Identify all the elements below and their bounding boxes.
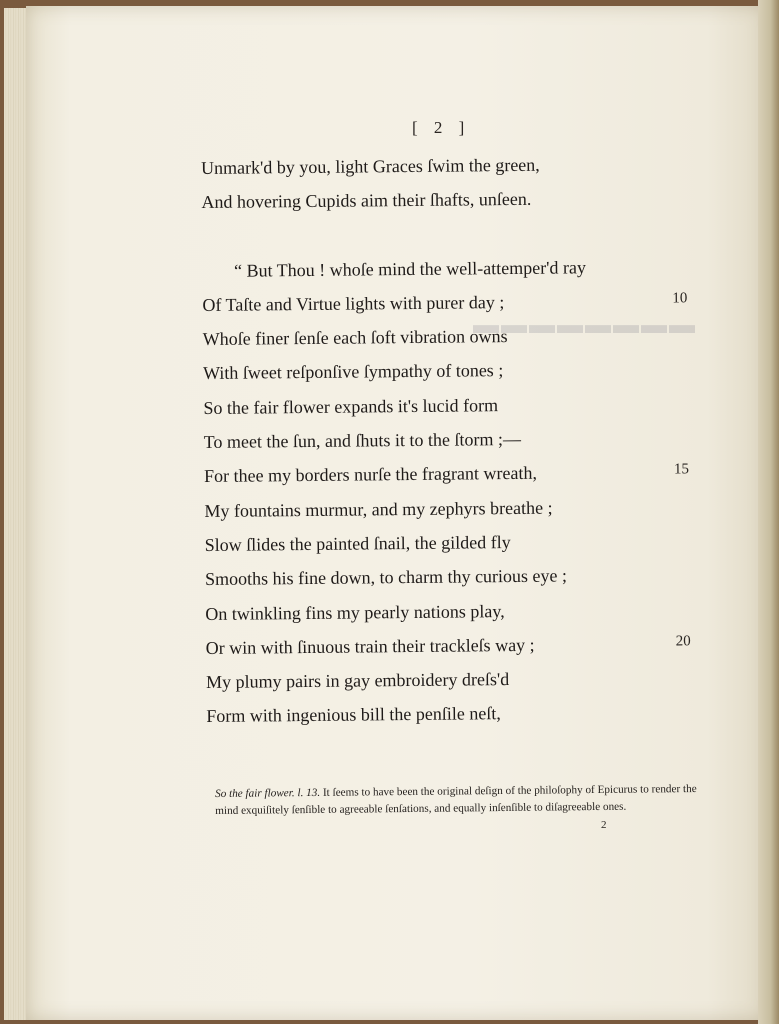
poem-line: Smooths his fine down, to charm thy curious eye ; xyxy=(204,565,568,590)
poem-line: So the fair flower expands it's lucid form xyxy=(203,394,499,418)
poem-line: On twinkling fins my pearly nations play, xyxy=(205,600,505,624)
poem-line: Of Taſte and Virtue lights with purer day ; 10 xyxy=(202,290,688,315)
signature-mark: 2 xyxy=(601,819,607,831)
poem-line: And hovering Cupids aim their ſhafts, unſeen. xyxy=(201,189,532,213)
poem-line: Slow ſlides the painted ſnail, the gilded fly xyxy=(204,532,511,555)
poem-line: Whoſe finer ſenſe each ſoft vibration owns xyxy=(202,326,508,350)
poem-text xyxy=(201,153,707,741)
footnote-reference: So the fair flower. l. 13. xyxy=(215,786,321,800)
footnote xyxy=(215,781,699,819)
poem-line: With ſweet reſponſive ſympathy of tones ; xyxy=(202,360,504,384)
poem-line: “ But Thou ! whoſe mind the well-attemper'd ray xyxy=(233,256,586,281)
footnote-text: It ſeems to have been the original deſign of the philoſophy of Epicurus to render the mind exquiſitely ſenſible to agreeable ſenſations, and equally inſenſible to diſagreeable ones. xyxy=(215,782,697,817)
poem-line: Or win with ſinuous train their trackleſs way ; 20 xyxy=(205,633,691,658)
poem-line: For thee my borders nurſe the fragrant wreath, 15 xyxy=(203,461,690,487)
book-gutter-edge xyxy=(758,0,779,1024)
poem-line: To meet the ſun, and ſhuts it to the ſtorm ;— xyxy=(203,429,522,453)
poem-line: Form with ingenious bill the penſile neſt, xyxy=(206,703,501,727)
poem-line: My fountains murmur, and my zephyrs breathe ; xyxy=(204,497,553,521)
poem-line: Unmark'd by you, light Graces ſwim the green, xyxy=(201,154,540,178)
poem-line: My plumy pairs in gay embroidery dreſs'd xyxy=(205,669,510,693)
line-number: 20 xyxy=(675,633,691,650)
line-number: 15 xyxy=(673,461,690,478)
line-number: 10 xyxy=(672,290,688,307)
page-folio: [ 2 ] xyxy=(412,118,471,137)
